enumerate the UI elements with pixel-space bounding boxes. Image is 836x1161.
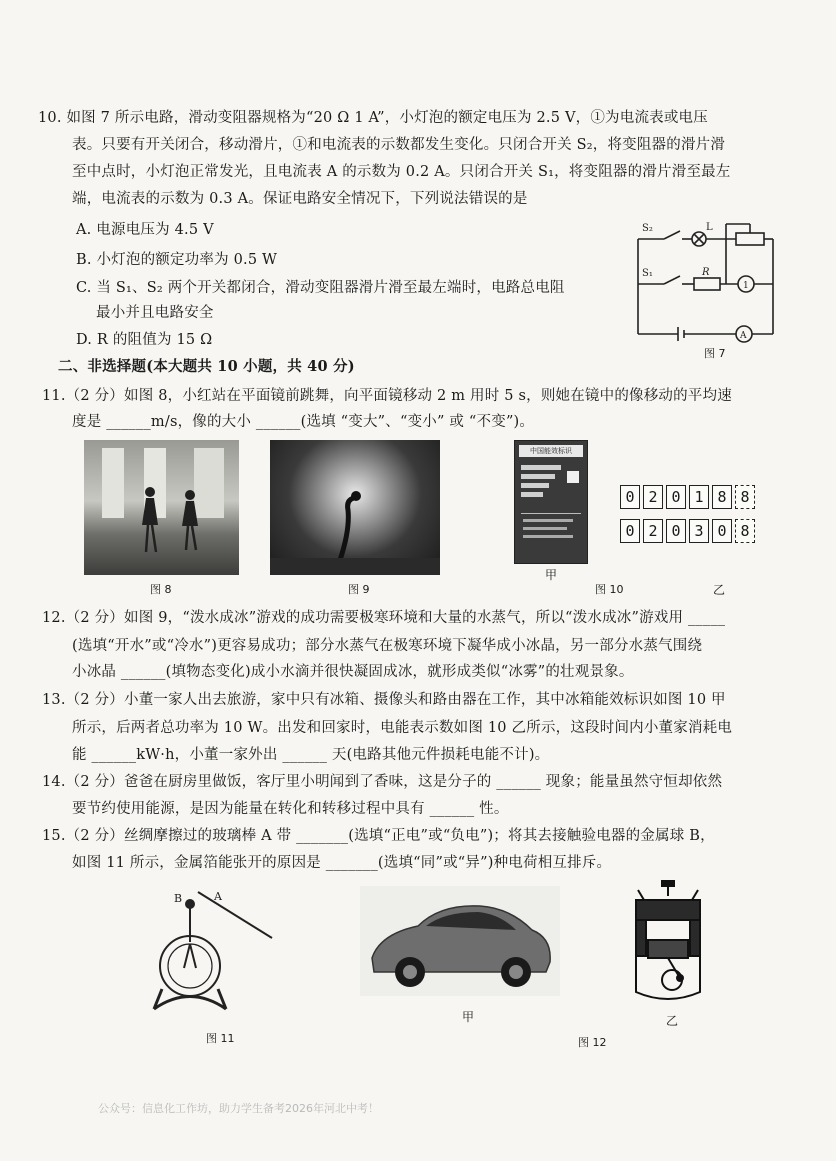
q15-line1: 15.（2 分）丝绸摩擦过的玻璃棒 A 带 _______(选填“正电”或“负电”)；将其去接触验电器的金属球 B， (42, 828, 715, 844)
figure-11-electroscope (150, 884, 280, 1014)
q14-line1: 14.（2 分）爸爸在厨房里做饭，客厅里小明闻到了香味，这是分子的 ______ 现象；能量虽然守恒却依然 (42, 774, 723, 790)
q13-line2: 所示，后两者总功率为 10 W。出发和回家时，电能表示数如图 10 乙所示，这段时间内小董家消耗电 (72, 720, 733, 736)
q10-option-a: A. 电源电压为 4.5 V (76, 222, 214, 238)
meter-digit: 2 (643, 485, 663, 509)
meter-reading-before (620, 485, 758, 509)
meter-digit: 3 (689, 519, 709, 543)
q10-option-b: B. 小灯泡的额定功率为 0.5 W (76, 252, 278, 268)
fig11-caption: 图 11 (206, 1032, 235, 1045)
fig7-meter-1: 1 (743, 281, 749, 291)
meter-digit: 8 (712, 485, 732, 509)
figure-7-circuit (628, 214, 788, 364)
fig7-ammeter-a: A (740, 331, 747, 341)
figure-12-car (360, 886, 560, 996)
meter-digit: 0 (666, 485, 686, 509)
fig9-caption: 图 9 (348, 583, 370, 596)
meter-digit: 0 (620, 519, 640, 543)
figure-10-energy-label (514, 440, 588, 564)
meter-digit: 0 (620, 485, 640, 509)
fig10-yi-label: 乙 (713, 583, 726, 597)
meter-digit: 2 (643, 519, 663, 543)
q12-line3: 小冰晶 ______(填物态变化)成小水滴并很快凝固成冰，就形成类似“冰雾”的壮观景象。 (72, 664, 634, 680)
figure-9-photo (270, 440, 440, 575)
q10-option-c-cont: 最小并且电路安全 (96, 305, 214, 321)
q13-line3: 能 ______kW·h，小董一家外出 ______ 天(电路其他元件损耗电能不计)。 (72, 747, 550, 763)
meter-decimal-digit: 8 (735, 519, 755, 543)
q10-option-d: D. R 的阻值为 15 Ω (76, 332, 213, 348)
meter-digit: 0 (666, 519, 686, 543)
figure-8-photo (84, 440, 239, 575)
fig7-label-l: L (706, 222, 713, 233)
fig10-jia-label: 甲 (545, 568, 558, 582)
fig7-label-s1: S₁ (642, 268, 653, 279)
watermark-text: 公众号：信息化工作坊，助力学生备考2026年河北中考！ (98, 1102, 379, 1115)
q12-line2: (选填“开水”或“冷水”)更容易成功；部分水蒸气在极寒环境下凝华成小冰晶，另一部分水蒸气围绕 (72, 638, 703, 654)
q15-line2: 如图 11 所示，金属箔能张开的原因是 _______(选填“同”或“异”)种电荷相互排斥。 (72, 855, 612, 871)
fig12-caption: 图 12 (578, 1036, 607, 1049)
fig7-label-s2: S₂ (642, 223, 653, 234)
q14-line2: 要节约使用能源，是因为能量在转化和转移过程中具有 ______ 性。 (72, 801, 509, 817)
q11-line1: 11.（2 分）如图 8，小红站在平面镜前跳舞，向平面镜移动 2 m 用时 5 s，则她在镜中的像移动的平均速 (42, 388, 732, 404)
q10-option-c: C. 当 S₁、S₂ 两个开关都闭合，滑动变阻器滑片滑至最左端时，电路总电阻 (76, 280, 565, 296)
meter-reading-after (620, 519, 758, 543)
fig12-yi-label: 乙 (666, 1014, 679, 1028)
fig7-label-r: R (702, 267, 710, 278)
fig8-caption: 图 8 (150, 583, 172, 596)
fig11-label-a: A (214, 890, 222, 903)
q10-line4: 端，电流表的示数为 0.3 A。保证电路安全情况下，下列说法错误的是 (72, 191, 528, 207)
section-2-heading: 二、非选择题(本大题共 10 小题，共 40 分) (58, 358, 355, 375)
meter-decimal-digit: 8 (735, 485, 755, 509)
meter-digit: 1 (689, 485, 709, 509)
energy-label-title: 中国能效标识 (519, 445, 583, 457)
meter-digit: 0 (712, 519, 732, 543)
fig11-label-b: B (174, 892, 183, 905)
q13-line1: 13.（2 分）小董一家人出去旅游，家中只有冰箱、摄像头和路由器在工作，其中冰箱能效标识如图 10 甲 (42, 692, 726, 708)
q10-line1: 10. 如图 7 所示电路，滑动变阻器规格为“20 Ω 1 A”，小灯泡的额定电压为 2.5 V，①为电流表或电压 (38, 110, 708, 126)
fig7-caption: 图 7 (704, 347, 726, 360)
q10-line2: 表。只要有开关闭合，移动滑片，①和电流表的示数都发生变化。只闭合开关 S₂，将变阻器的滑片滑 (72, 137, 726, 153)
q10-line3: 至中点时，小灯泡正常发光，且电流表 A 的示数为 0.2 A。只闭合开关 S₁，将变阻器的滑片滑至最左 (72, 164, 731, 180)
q11-line2: 度是 ______m/s，像的大小 ______(选填 “变大”、“变小” 或 “不变”)。 (72, 414, 535, 430)
figure-12-engine (628, 880, 708, 1010)
q12-line1: 12.（2 分）如图 9，“泼水成冰”游戏的成功需要极寒环境和大量的水蒸气，所以“泼水成冰”游戏用 _____ (42, 610, 726, 626)
fig12-jia-label: 甲 (462, 1010, 475, 1024)
fig10-caption: 图 10 (595, 583, 624, 596)
